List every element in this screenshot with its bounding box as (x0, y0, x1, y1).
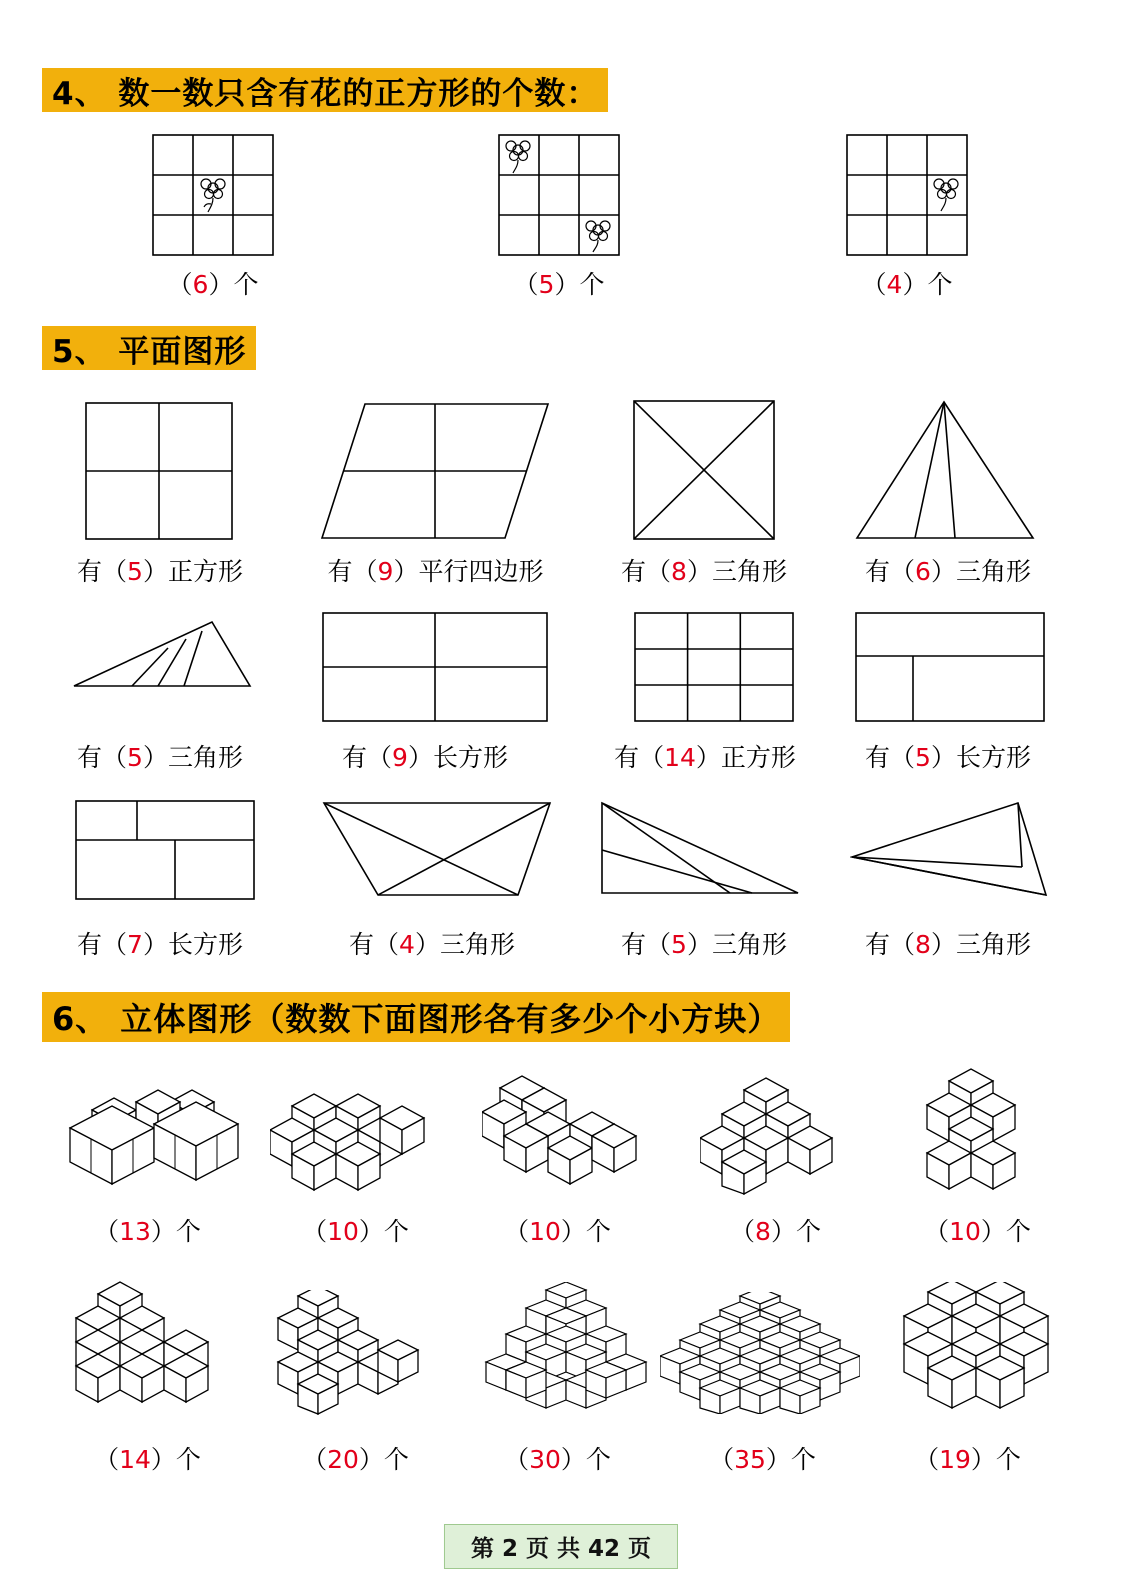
answer-s6-10: （19）个 (914, 1445, 1021, 1474)
answer-s5-1: 有（5）正方形 (77, 557, 243, 586)
answer-s5-3: 有（8）三角形 (621, 557, 787, 586)
figure-s5-square-quad (85, 402, 233, 540)
flower-icon (506, 141, 530, 173)
figure-s5-arrow-triangles (850, 795, 1050, 900)
figure-s5-square-diagonals (633, 400, 775, 540)
figure-s5-3x3-grid (634, 612, 794, 722)
figure-s6-cubes-1 (60, 1062, 240, 1192)
answer-s5-7: 有（14）正方形 (614, 743, 796, 772)
answer-s5-10: 有（4）三角形 (349, 930, 515, 959)
answer-s5-8: 有（5）长方形 (865, 743, 1031, 772)
answer-s5-11: 有（5）三角形 (621, 930, 787, 959)
figure-s4-grid-2 (498, 134, 620, 256)
figure-s5-trapezoid-diagonal (322, 800, 552, 900)
answer-s5-12: 有（8）三角形 (865, 930, 1031, 959)
answer-s6-7: （20）个 (302, 1445, 409, 1474)
answer-s6-9: （35）个 (709, 1445, 816, 1474)
flower-icon (586, 221, 610, 252)
figure-s5-right-triangle-split (600, 800, 800, 900)
figure-s6-cubes-big-pyramid (660, 1292, 860, 1414)
answer-s5-4: 有（6）三角形 (865, 557, 1031, 586)
answer-s5-6: 有（9）长方形 (342, 743, 508, 772)
section-6-header: 6、 立体图形（数数下面图形各有多少个小方块） (42, 992, 790, 1042)
figure-s5-parallelogram (320, 402, 550, 540)
section-4-header: 4、 数一数只含有花的正方形的个数： (42, 68, 608, 112)
answer-s4-2: （5）个 (513, 270, 605, 299)
figure-s6-cubes-5 (905, 1065, 1055, 1195)
answer-s6-4: （8）个 (730, 1217, 821, 1246)
figure-s6-cubes-pyramid (478, 1282, 653, 1414)
figure-s5-rect-quad (322, 612, 548, 722)
figure-s6-cubes-7 (262, 1290, 432, 1415)
answer-s5-5: 有（5）三角形 (77, 743, 243, 772)
answer-s4-3: （4）个 (861, 270, 953, 299)
answer-s6-3: （10）个 (504, 1217, 611, 1246)
section-5-header: 5、 平面图形 (42, 326, 256, 370)
flower-icon (934, 179, 958, 211)
figure-s6-cubes-2 (270, 1068, 440, 1193)
figure-s6-cubes-4 (700, 1070, 850, 1195)
figure-s6-cubes-6 (70, 1278, 225, 1413)
figure-s5-rect-split (855, 612, 1045, 722)
figure-s5-triangle-fan (855, 400, 1035, 540)
answer-s6-2: （10）个 (302, 1217, 409, 1246)
answer-s6-8: （30）个 (504, 1445, 611, 1474)
answer-s4-1: （6）个 (167, 270, 259, 299)
figure-s4-grid-1 (152, 134, 274, 256)
answer-s6-1: （13）个 (94, 1217, 201, 1246)
answer-s5-2: 有（9）平行四边形 (327, 557, 544, 586)
answer-s6-5: （10）个 (924, 1217, 1031, 1246)
figure-s5-rect-three-parts (75, 800, 255, 900)
figure-s6-cubes-cube (890, 1282, 1050, 1417)
answer-s5-9: 有（7）长方形 (77, 930, 243, 959)
figure-s5-flat-triangle (72, 618, 252, 690)
page-footer: 第 2 页 共 42 页 (444, 1524, 678, 1569)
flower-icon (201, 179, 225, 212)
figure-s4-grid-3 (846, 134, 968, 256)
figure-s6-cubes-3 (482, 1062, 647, 1192)
answer-s6-6: （14）个 (94, 1445, 201, 1474)
